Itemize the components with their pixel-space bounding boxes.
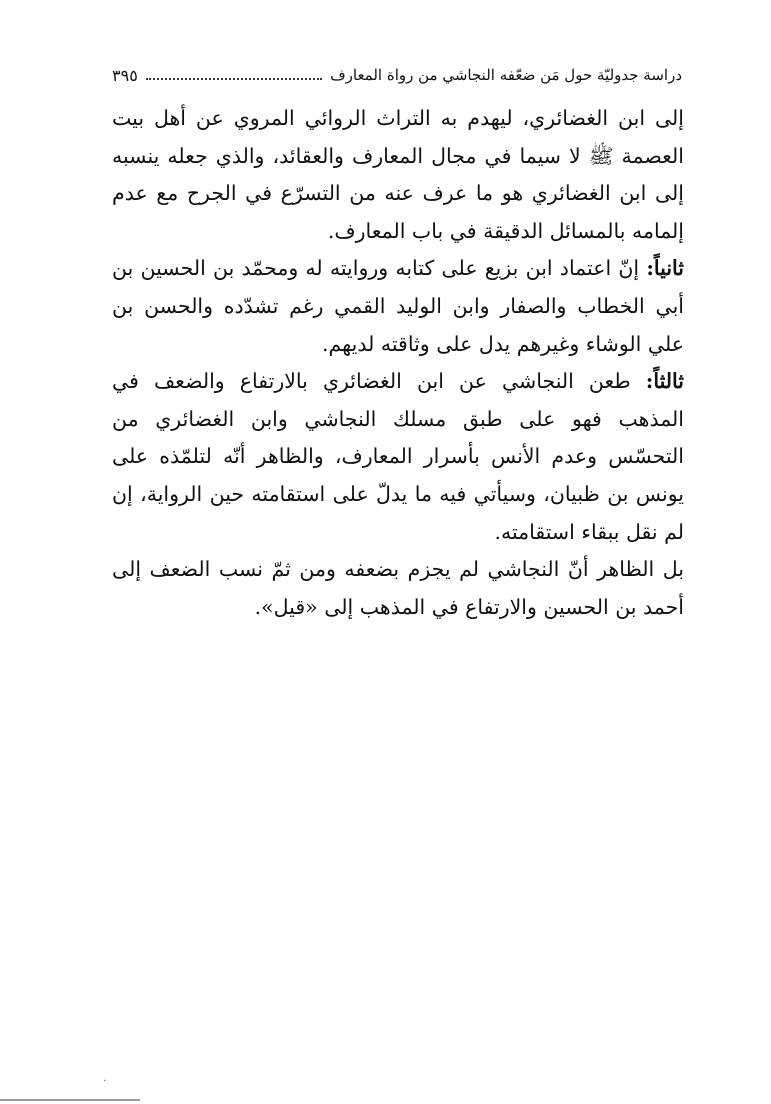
paragraph-3 <box>112 363 684 551</box>
paragraph-text: إنّ اعتماد ابن بزيع على كتابه وروايته له ومحمّد بن الحسين بن أبي الخطاب والصفار وابن الوليد القمي رغم تشدّده والحسن بن علي الوشاء وغيرهم يدل على وثاقته لديهم. <box>112 256 684 356</box>
footer-mark: . <box>103 1073 107 1084</box>
paragraph-lead: ثالثاً: <box>645 369 684 394</box>
paragraph-4 <box>112 551 684 626</box>
page-number: ٣٩٥ <box>112 65 138 85</box>
paragraph-2 <box>112 250 684 363</box>
paragraph-1 <box>112 100 684 250</box>
main-text <box>112 100 684 626</box>
bottom-rule <box>0 1099 140 1101</box>
running-header-title: دراسة جدوليّة حول مَن ضعّفه النجاشي من رواة المعارف <box>330 66 682 84</box>
paragraph-text: طعن النجاشي عن ابن الغضائري بالارتفاع والضعف في المذهب فهو على طبق مسلك النجاشي وابن الغضائري من التحسّس وعدم الأنس بأسرار المعارف، والظاهر أنّه لتلمّذه على يونس بن ظبيان، وسيأتي فيه ما يدلّ على استقامته حين الرواية، إن لم نقل ببقاء استقامته. <box>112 369 684 544</box>
dot-leader <box>146 78 322 80</box>
running-header <box>112 62 682 88</box>
paragraph-text: بل الظاهر أنّ النجاشي لم يجزم بضعفه ومن ثمّ نسب الضعف إلى أحمد بن الحسين والارتفاع في المذهب إلى «قيل». <box>112 557 684 619</box>
paragraph-text: إلى ابن الغضائري، ليهدم به التراث الروائي المروي عن أهل بيت العصمة ﷺ لا سيما في مجال المعارف والعقائد، والذي جعله ينسبه إلى ابن الغضائري هو ما عرف عنه من التسرّع في الجرح مع عدم إلمامه بالمسائل الدقيقة في باب المعارف. <box>112 106 684 243</box>
paragraph-lead: ثانياً: <box>646 256 684 281</box>
